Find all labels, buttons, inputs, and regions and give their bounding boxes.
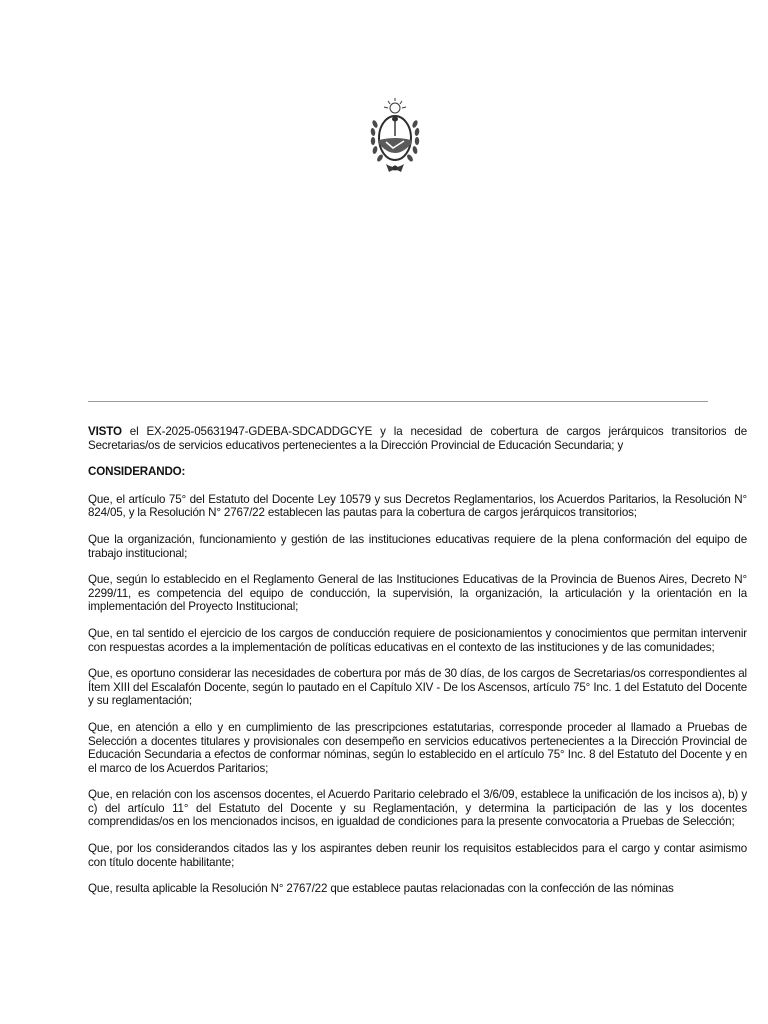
considerando-paragraph: Que, el artículo 75° del Estatuto del Docente Ley 10579 y sus Decretos Reglamentarios, los Acuerdos Paritarios, la Resolución N° 824/05, y la Resolución N° 2767/22 establecen las pautas para la cobertura de cargos jerárquicos transitorios; [88,492,747,520]
header-divider [88,401,708,402]
considerando-paragraph: Que, en tal sentido el ejercicio de los cargos de conducción requiere de posicionamientos y conocimientos que permitan intervenir con respuestas acordes a la implementación de políticas educativas en el contexto de las instituciones y de las comunidades; [88,626,747,654]
visto-paragraph [88,425,747,452]
considerando-paragraph: Que la organización, funcionamiento y gestión de las instituciones educativas requiere de la plena conformación del equipo de trabajo institucional; [88,532,747,560]
considerando-paragraph: Que, es oportuno considerar las necesidades de cobertura por más de 30 días, de los cargos de Secretarias/os correspondientes al Ítem XIII del Escalafón Docente, según lo pautado en el Capítulo XIV - De los Ascensos, artículo 75° Inc. 1 del Estatuto del Docente y su reglamentación; [88,667,747,708]
visto-label: VISTO [88,425,122,438]
considerando-paragraph: Que, en atención a ello y en cumplimiento de las prescripciones estatutarias, corresponde proceder al llamado a Pruebas de Selección a docentes titulares y provisionales con desempeño en servicios educativos pertenecientes a la Dirección Provincial de Educación Secundaria a efectos de conformar nóminas, según lo establecido en el artículo 75° Inc. 8 del Estatuto del Docente y en el marco de los Acuerdos Paritarios; [88,720,747,775]
considerando-heading: CONSIDERANDO: [88,465,186,479]
considerando-paragraph: Que, según lo establecido en el Reglamento General de las Instituciones Educativas de la Provincia de Buenos Aires, Decreto N° 2299/11, es competencia del equipo de conducción, la supervisión, la organización, la articulación y la orientación en la implementación del Proyecto Institucional; [88,573,747,614]
considerando-paragraph: Que, en relación con los ascensos docentes, el Acuerdo Paritario celebrado el 3/6/09, establece la unificación de los incisos a), b) y c) del artículo 11° del Estatuto del Docente y su Reglamentación, y determina la participación de las y los docentes comprendidas/os en los mencionados incisos, en igualdad de condiciones para la presente convocatoria a Pruebas de Selección; [88,788,747,829]
considerando-paragraph: Que, por los considerandos citados las y los aspirantes deben reunir los requisitos establecidos para el cargo y contar asimismo con título docente habilitante; [88,842,747,869]
considerando-paragraph: Que, resulta aplicable la Resolución N° 2767/22 que establece pautas relacionadas con la confección de las nóminas [88,882,674,896]
coat-of-arms-icon [364,96,426,180]
document-body [88,425,747,909]
visto-text: el EX-2025-05631947-GDEBA-SDCADDGCYE y la necesidad de cobertura de cargos jerárquicos transitorios de Secretarias/os de servicios educativos pertenecientes a la Dirección Provincial de Educación Secundaria; y [88,425,747,452]
